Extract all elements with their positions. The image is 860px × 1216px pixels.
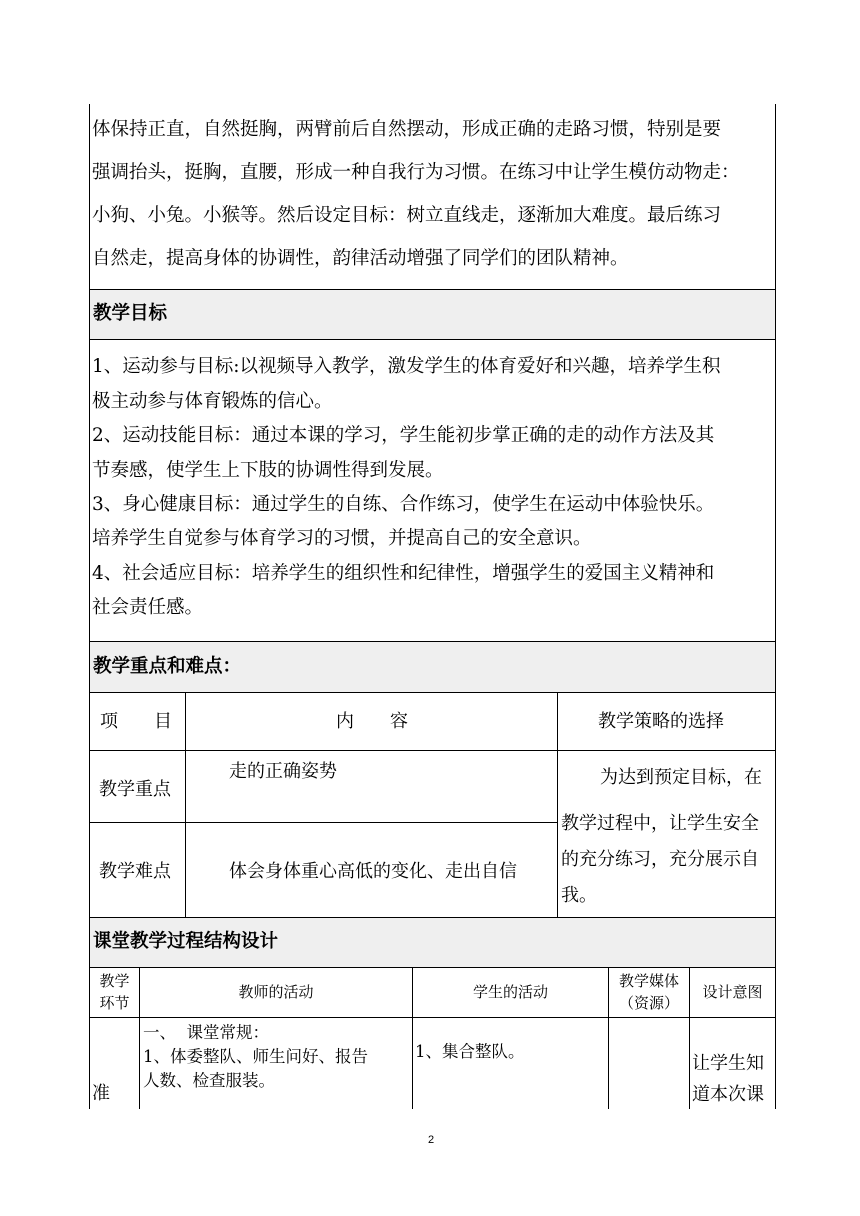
strategy-line: 我。 (561, 885, 597, 906)
process-heading: 课堂教学过程结构设计 (93, 931, 279, 952)
divider (89, 692, 776, 693)
intro-line: 体保持正直，自然挺胸，两臂前后自然摆动，形成正确的走路习惯，特别是要 (92, 119, 722, 140)
proc-intent (692, 1048, 764, 1110)
kp-row1-label: 教学重点 (99, 779, 171, 800)
objective-line: 培养学生自觉参与体育学习的习惯，并提高自己的安全意识。 (92, 528, 592, 549)
objectives-heading: 教学目标 (93, 303, 168, 324)
objective-line: 2、运动技能目标：通过本课的学习，学生能初步掌正确的走的动作方法及其 (92, 425, 715, 446)
proc-student-activity: 1、集合整队。 (415, 1042, 525, 1061)
proc-row-divider (89, 1017, 776, 1018)
proc-header-stage (90, 970, 139, 1014)
proc-header-student: 学生的活动 (472, 983, 548, 1001)
proc-header-stage-line: 环节 (99, 994, 130, 1012)
kp-col-divider (557, 692, 558, 917)
kp-row-divider (89, 822, 558, 823)
kp-row2-content: 体会身体重心高低的变化、走出自信 (229, 861, 517, 882)
intro-line: 小狗、小兔。小猴等。然后设定目标：树立直线走，逐渐加大难度。最后练习 (92, 205, 722, 226)
divider (89, 967, 776, 968)
objectives-heading-bg (90, 290, 775, 339)
strategy-line: 为达到预定目标，在 (600, 767, 762, 788)
intro-line: 强调抬头，挺胸，直腰，形成一种自我行为习惯。在练习中让学生模仿动物走： (92, 162, 740, 183)
objective-line: 社会责任感。 (92, 597, 204, 618)
proc-header-intent: 设计意图 (702, 983, 763, 1001)
kp-row2-label: 教学难点 (99, 861, 171, 882)
proc-header-stage-line: 教学 (99, 972, 130, 990)
objective-line: 3、身心健康目标：通过学生的自练、合作练习，使学生在运动中体验快乐。 (92, 494, 715, 515)
objective-line: 4、社会适应目标：培养学生的组织性和纪律性，增强学生的爱国主义精神和 (92, 563, 715, 584)
kp-col-divider (185, 692, 186, 917)
intent-line: 让学生知 (692, 1053, 764, 1074)
divider (89, 339, 776, 340)
strategy-line: 的充分练习，充分展示自 (561, 849, 759, 870)
border-right (775, 104, 776, 1109)
proc-header-media (609, 970, 689, 1014)
teacher-line: 人数、检查服装。 (143, 1071, 275, 1090)
proc-header-media-line: 教学媒体 (618, 972, 679, 990)
objective-line: 1、运动参与目标:以视频导入教学，激发学生的体育爱好和兴趣，培养学生积 (92, 356, 721, 377)
key-points-heading: 教学重点和难点： (93, 656, 242, 677)
objective-line: 节奏感，使学生上下肢的协调性得到发展。 (92, 460, 444, 481)
intro-line: 自然走，提高身体的协调性，韵律活动增强了同学们的团队精神。 (92, 248, 629, 269)
proc-teacher-activity (143, 1021, 368, 1093)
page-number: 2 (428, 1134, 435, 1146)
kp-header-strategy: 教学策略的选择 (598, 711, 724, 732)
strategy-line: 教学过程中，让学生安全 (561, 813, 759, 834)
kp-header-item: 项 目 (100, 711, 172, 732)
intent-line: 道本次课 (692, 1084, 764, 1105)
objective-line: 极主动参与体育锻炼的信心。 (92, 391, 333, 412)
proc-row-stage: 准 (92, 1083, 110, 1104)
kp-row1-content: 走的正确姿势 (229, 761, 337, 782)
proc-header-media-line: （资源） (618, 994, 679, 1012)
kp-row-divider (89, 750, 776, 751)
kp-header-content: 内 容 (336, 711, 408, 732)
teacher-line: 1、体委整队、师生问好、报告 (143, 1047, 368, 1066)
proc-header-teacher: 教师的活动 (238, 983, 314, 1001)
teacher-line: 一、 课堂常规： (143, 1023, 269, 1042)
